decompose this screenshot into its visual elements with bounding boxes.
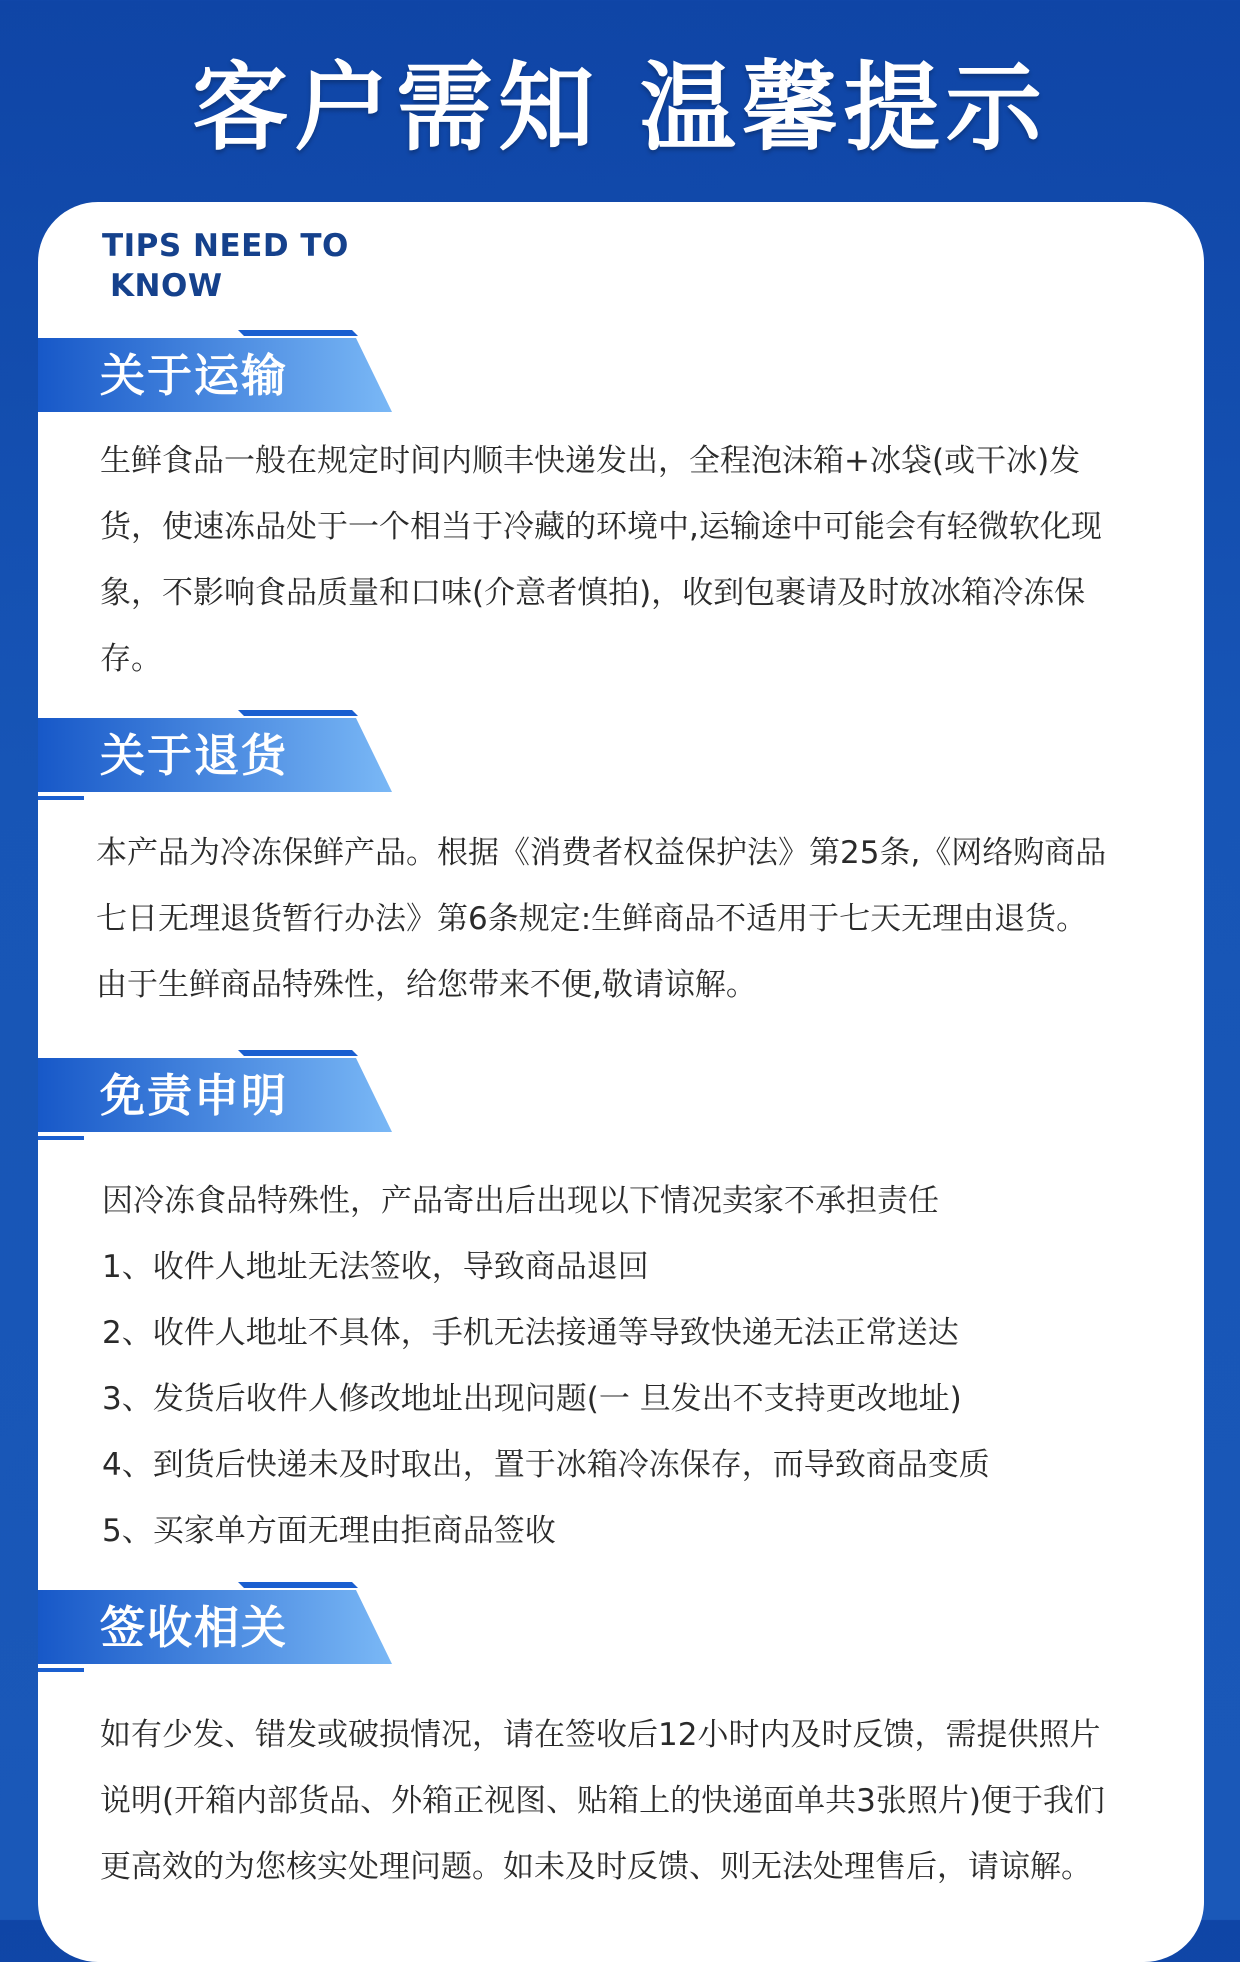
section-title-returns: 关于退货 (100, 729, 289, 782)
page-title: 客户需知 温馨提示 (192, 52, 1048, 164)
list-item: 4、到货后快递未及时取出，置于冰箱冷冻保存，而导致商品变质 (102, 1447, 990, 1483)
section-header-disclaimer (38, 1050, 398, 1132)
disclaimer-list (102, 1168, 1122, 1564)
section-title-disclaimer: 免责申明 (100, 1069, 289, 1122)
returns-paragraph: 本产品为冷冻保鲜产品。根据《消费者权益保护法》第25条,《网络购商品七日无理退货暂行办法》第6条规定:生鲜商品不适用于七天无理由退货。由于生鲜商品特殊性，给您带来不便,敬请谅解。 (96, 835, 1107, 1003)
list-item: 1、收件人地址无法签收，导致商品退回 (102, 1249, 649, 1285)
section-title-shipping: 关于运输 (100, 349, 289, 402)
list-item: 因冷冻食品特殊性，产品寄出后出现以下情况卖家不承担责任 (102, 1183, 939, 1219)
section-title-receipt: 签收相关 (100, 1601, 289, 1654)
list-item: 5、买家单方面无理由拒商品签收 (102, 1513, 556, 1549)
tips-label-line-2: KNOW (110, 268, 223, 304)
section-header-receipt (38, 1582, 398, 1664)
shipping-paragraph: 生鲜食品一般在规定时间内顺丰快递发出，全程泡沫箱+冰袋(或干冰)发货，使速冻品处于一个相当于冷藏的环境中,运输途中可能会有轻微软化现象，不影响食品质量和口味(介意者慎拍)，收到包裹请及时放冰箱冷冻保存。 (100, 443, 1102, 677)
receipt-paragraph: 如有少发、错发或破损情况，请在签收后12小时内及时反馈，需提供照片说明(开箱内部货品、外箱正视图、贴箱上的快递面单共3张照片)便于我们更高效的为您核实处理问题。如未及时反馈、则无法处理售后，请谅解。 (100, 1717, 1105, 1885)
list-item: 2、收件人地址不具体，手机无法接通等导致快递无法正常送达 (102, 1315, 959, 1351)
list-item: 3、发货后收件人修改地址出现问题(一 旦发出不支持更改地址) (102, 1381, 962, 1417)
tips-label (102, 226, 349, 306)
section-header-shipping (38, 330, 398, 412)
section-header-returns (38, 710, 398, 792)
tips-label-line-1: TIPS NEED TO (102, 228, 349, 264)
